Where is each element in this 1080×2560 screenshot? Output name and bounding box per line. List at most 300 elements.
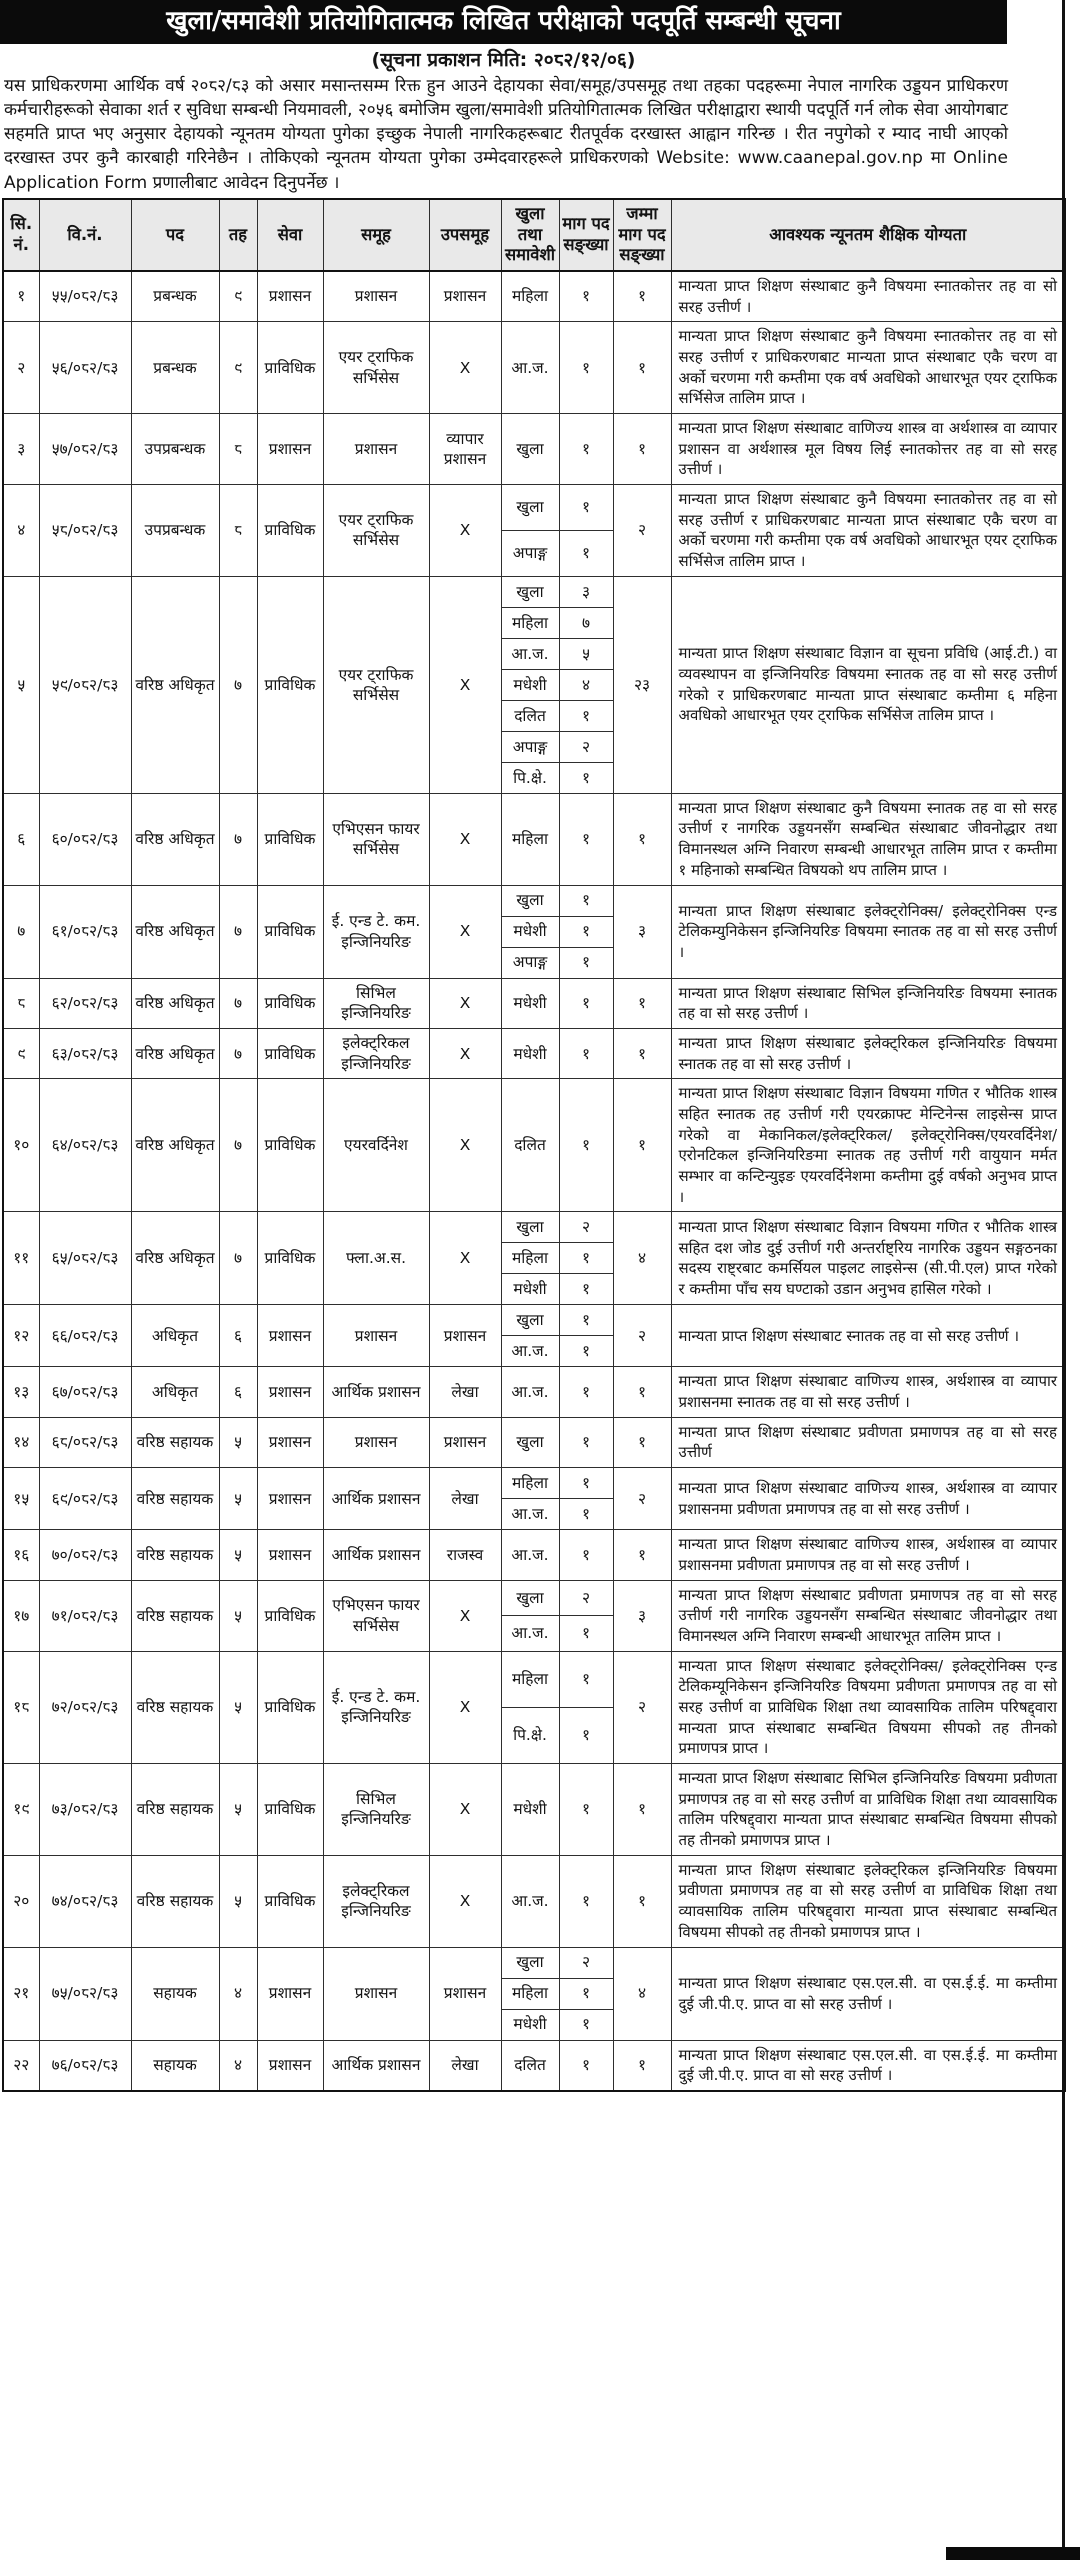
cell-level: ७: [219, 1079, 257, 1212]
cell-ad-no: ५७/०८२/८३: [39, 413, 131, 484]
cell-quota-category: महिला: [501, 1468, 559, 1499]
cell-post: वरिष्ठ अधिकृत: [131, 1212, 219, 1305]
cell-level: ८: [219, 413, 257, 484]
cell-group: सिभिल इन्जिनियरिङ: [323, 1764, 429, 1856]
cell-post: सहायक: [131, 2040, 219, 2091]
cell-quota-category: खुला: [501, 1580, 559, 1616]
table-row: [3, 978, 1065, 1028]
table-row: [3, 1580, 1065, 1616]
cell-service: प्राविधिक: [257, 1764, 323, 1856]
cell-post: प्रबन्धक: [131, 322, 219, 414]
cell-qualification: मान्यता प्राप्त शिक्षण संस्थाबाट इलेक्ट्रिकल इन्जिनियरिङ विषयमा प्रवीणता प्रमाणपत्र तह वा सो सरह उत्तीर्ण वा प्राविधिक शिक्षा तथा व्यावसायिक तालिम परिषद्द्वारा मान्यता प्राप्त संस्थाबाट सम्बन्धित विषयमा सीपको तह तीनको प्रमाणपत्र प्राप्त ।: [671, 1855, 1065, 1947]
cell-group: फ्ला.अ.स.: [323, 1212, 429, 1305]
header-count: माग पद सङ्ख्या: [559, 199, 613, 271]
cell-quota-category: दलित: [501, 2040, 559, 2091]
cell-sn: ११: [3, 1212, 39, 1305]
cell-ad-no: ६२/०८२/८३: [39, 978, 131, 1028]
cell-qualification: मान्यता प्राप्त शिक्षण संस्थाबाट वाणिज्य शास्त्र, अर्थशास्त्र वा व्यापार प्रशासनमा प्रवीणता प्रमाणपत्र तह वा सो सरह उत्तीर्ण ।: [671, 1468, 1065, 1530]
header-post: पद: [131, 199, 219, 271]
cell-level: ५: [219, 1580, 257, 1651]
cell-total: १: [613, 978, 671, 1028]
cell-ad-no: ५८/०८२/८३: [39, 485, 131, 577]
scan-artifact-bar: [946, 2547, 1080, 2560]
header-service: सेवा: [257, 199, 323, 271]
cell-group: इलेक्ट्रिकल इन्जिनियरिङ: [323, 1855, 429, 1947]
cell-quota-category: महिला: [501, 1651, 559, 1707]
cell-sn: २१: [3, 1947, 39, 2040]
cell-sn: २: [3, 322, 39, 414]
cell-post: वरिष्ठ अधिकृत: [131, 1028, 219, 1078]
cell-level: ६: [219, 1305, 257, 1367]
cell-level: ५: [219, 1417, 257, 1467]
cell-post: वरिष्ठ सहायक: [131, 1855, 219, 1947]
cell-group: एभिएसन फायर सर्भिसेस: [323, 793, 429, 885]
cell-qualification: मान्यता प्राप्त शिक्षण संस्थाबाट प्रवीणता प्रमाणपत्र तह वा सो सरह उत्तीर्ण गरी नागरिक उड्डयनसँग सम्बन्धित संस्थाबाट जीवनोद्धार तथा विमानस्थल अग्नि निवारण सम्बन्धी आधारभूत तालिम प्राप्त ।: [671, 1580, 1065, 1651]
cell-level: ९: [219, 322, 257, 414]
cell-quota-category: दलित: [501, 1079, 559, 1212]
cell-service: प्राविधिक: [257, 485, 323, 577]
cell-level: ७: [219, 1028, 257, 1078]
cell-quota-category: मधेशी: [501, 669, 559, 700]
cell-quota-count: १: [559, 885, 613, 916]
cell-quota-count: ४: [559, 669, 613, 700]
table-row: [3, 1367, 1065, 1417]
cell-quota-category: आ.ज.: [501, 1336, 559, 1367]
cell-service: प्राविधिक: [257, 1651, 323, 1763]
cell-subgroup: X: [429, 322, 501, 414]
cell-quota-category: मधेशी: [501, 916, 559, 947]
cell-quota-count: १: [559, 793, 613, 885]
cell-level: ७: [219, 885, 257, 978]
cell-sn: १४: [3, 1417, 39, 1467]
cell-quota-category: अपाङ्ग: [501, 731, 559, 762]
cell-group: आर्थिक प्रशासन: [323, 2040, 429, 2091]
cell-quota-count: १: [559, 1530, 613, 1580]
cell-service: प्राविधिक: [257, 576, 323, 793]
cell-post: उपप्रबन्धक: [131, 485, 219, 577]
vacancy-table-body: [3, 271, 1065, 2091]
cell-quota-category: मधेशी: [501, 978, 559, 1028]
cell-total: १: [613, 1764, 671, 1856]
cell-quota-count: २: [559, 1212, 613, 1243]
cell-quota-count: १: [559, 1367, 613, 1417]
cell-total: २: [613, 1651, 671, 1763]
cell-level: ४: [219, 2040, 257, 2091]
intro-paragraph: यस प्राधिकरणमा आर्थिक वर्ष २०८२/८३ को असार मसान्तसम्म रिक्त हुन आउने देहायका सेवा/समूह/उपसमूह तथा तहका पदहरूमा नेपाल नागरिक उड्डयन प्राधिकरण कर्मचारीहरूको सेवाका शर्त र सुविधा सम्बन्धी नियमावली, २०५६ बमोजिम खुला/समावेशी प्रतियोगितात्मक लिखित परीक्षाद्वारा स्थायी पदपूर्ति गर्न लोक सेवा आयोगबाट सहमति प्राप्त भए अनुसार देहायको न्यूनतम योग्यता पुगेका इच्छुक नेपाली नागरिकहरूबाट रीतपूर्वक दरखास्त आह्वान गरिन्छ । रीत नपुगेको र म्याद नाघी आएको दरखास्त उपर कुनै कारबाही गरिनेछैन । तोकिएको न्यूनतम योग्यता पुगेका उम्मेदवारहरूले प्राधिकरणको Website: www.caanepal.gov.np मा Online Application Form प्रणालीबाट आवेदन दिनुपर्नेछ ।: [4, 75, 1008, 193]
cell-quota-count: २: [559, 731, 613, 762]
cell-quota-category: आ.ज.: [501, 638, 559, 669]
cell-total: ४: [613, 1947, 671, 2040]
cell-quota-category: आ.ज.: [501, 322, 559, 414]
table-row: [3, 1305, 1065, 1336]
cell-level: ५: [219, 1468, 257, 1530]
cell-qualification: मान्यता प्राप्त शिक्षण संस्थाबाट इलेक्ट्रोनिक्स/ इलेक्ट्रोनिक्स एन्ड टेलिकम्यूनिकेसन इन्जिनियरिङ विषयमा प्रवीणता प्रमाणपत्र तह वा सो सरह उत्तीर्ण वा प्राविधिक शिक्षा तथा व्यावसायिक तालिम परिषद्द्वारा मान्यता प्राप्त संस्थाबाट सम्बन्धित विषयमा सीपको तह तीनको प्रमाणपत्र प्राप्त ।: [671, 1651, 1065, 1763]
cell-ad-no: ७३/०८२/८३: [39, 1764, 131, 1856]
cell-service: प्राविधिक: [257, 978, 323, 1028]
cell-subgroup: X: [429, 885, 501, 978]
cell-quota-count: १: [559, 485, 613, 531]
cell-qualification: मान्यता प्राप्त शिक्षण संस्थाबाट एस.एल.सी. वा एस.ई.ई. मा कम्तीमा दुई जी.पी.ए. प्राप्त वा सो सरह उत्तीर्ण ।: [671, 2040, 1065, 2091]
table-row: [3, 1947, 1065, 1978]
cell-qualification: मान्यता प्राप्त शिक्षण संस्थाबाट एस.एल.सी. वा एस.ई.ई. मा कम्तीमा दुई जी.पी.ए. प्राप्त वा सो सरह उत्तीर्ण ।: [671, 1947, 1065, 2040]
cell-quota-count: १: [559, 1243, 613, 1274]
cell-group: इलेक्ट्रिकल इन्जिनियरिङ: [323, 1028, 429, 1078]
cell-level: ७: [219, 793, 257, 885]
cell-quota-category: महिला: [501, 1243, 559, 1274]
cell-sn: १५: [3, 1468, 39, 1530]
cell-qualification: मान्यता प्राप्त शिक्षण संस्थाबाट कुनै विषयमा स्नातकोत्तर तह वा सो सरह उत्तीर्ण ।: [671, 271, 1065, 322]
cell-ad-no: ५६/०८२/८३: [39, 322, 131, 414]
cell-quota-category: मधेशी: [501, 1764, 559, 1856]
cell-quota-count: १: [559, 2009, 613, 2040]
cell-post: वरिष्ठ अधिकृत: [131, 885, 219, 978]
table-row: [3, 322, 1065, 414]
cell-qualification: मान्यता प्राप्त शिक्षण संस्थाबाट वाणिज्य शास्त्र वा अर्थशास्त्र वा व्यापार प्रशासन वा अर्थशास्त्र मूल विषय लिई स्नातकोत्तर तह वा सो सरह उत्तीर्ण ।: [671, 413, 1065, 484]
cell-subgroup: X: [429, 1028, 501, 1078]
cell-qualification: मान्यता प्राप्त शिक्षण संस्थाबाट कुनै विषयमा स्नातक तह वा सो सरह उत्तीर्ण र नागरिक उड्डयनसँग सम्बन्धित संस्थाबाट जीवनोद्धार तथा विमानस्थल अग्नि निवारण सम्बन्धी आधारभूत तालिम प्राप्त र कम्तीमा १ महिनाको सम्बन्धित विषयको थप तालिम प्राप्त ।: [671, 793, 1065, 885]
cell-group: ई. एन्ड टे. कम. इन्जिनियरिङ: [323, 885, 429, 978]
cell-sn: १३: [3, 1367, 39, 1417]
cell-sn: २०: [3, 1855, 39, 1947]
cell-level: ८: [219, 485, 257, 577]
cell-quota-category: महिला: [501, 793, 559, 885]
cell-group: एयरवर्दिनेश: [323, 1079, 429, 1212]
cell-quota-count: १: [559, 1305, 613, 1336]
cell-level: ७: [219, 978, 257, 1028]
cell-quota-count: १: [559, 2040, 613, 2091]
cell-post: वरिष्ठ अधिकृत: [131, 576, 219, 793]
cell-quota-category: मधेशी: [501, 2009, 559, 2040]
cell-total: २: [613, 1468, 671, 1530]
table-row: [3, 1417, 1065, 1467]
cell-quota-category: खुला: [501, 885, 559, 916]
cell-post: वरिष्ठ अधिकृत: [131, 793, 219, 885]
cell-group: एभिएसन फायर सर्भिसेस: [323, 1580, 429, 1651]
cell-level: ५: [219, 1651, 257, 1763]
table-row: [3, 1468, 1065, 1499]
cell-ad-no: ६३/०८२/८३: [39, 1028, 131, 1078]
cell-subgroup: X: [429, 1764, 501, 1856]
cell-service: प्रशासन: [257, 1947, 323, 2040]
vacancy-table: [2, 198, 1066, 2092]
table-row: [3, 1530, 1065, 1580]
cell-service: प्राविधिक: [257, 1855, 323, 1947]
cell-quota-category: आ.ज.: [501, 1616, 559, 1652]
header-group: समूह: [323, 199, 429, 271]
cell-level: ४: [219, 1947, 257, 2040]
cell-service: प्राविधिक: [257, 793, 323, 885]
cell-group: एयर ट्राफिक सर्भिसेस: [323, 485, 429, 577]
header-inclusive: खुला तथा समावेशी: [501, 199, 559, 271]
cell-subgroup: X: [429, 1079, 501, 1212]
cell-quota-category: आ.ज.: [501, 1367, 559, 1417]
cell-group: ई. एन्ड टे. कम. इन्जिनियरिङ: [323, 1651, 429, 1763]
cell-subgroup: प्रशासन: [429, 1305, 501, 1367]
cell-service: प्रशासन: [257, 1530, 323, 1580]
cell-quota-category: खुला: [501, 1417, 559, 1467]
header-sn: सि.नं.: [3, 199, 39, 271]
cell-total: १: [613, 413, 671, 484]
cell-ad-no: ७६/०८२/८३: [39, 2040, 131, 2091]
cell-quota-category: खुला: [501, 576, 559, 607]
page-right-border: [1062, 0, 1065, 2560]
cell-total: २: [613, 485, 671, 577]
table-row: [3, 1028, 1065, 1078]
cell-ad-no: ६६/०८२/८३: [39, 1305, 131, 1367]
cell-quota-category: खुला: [501, 485, 559, 531]
cell-total: २: [613, 1305, 671, 1367]
cell-quota-count: १: [559, 1499, 613, 1530]
cell-total: १: [613, 2040, 671, 2091]
cell-quota-count: १: [559, 762, 613, 793]
cell-qualification: मान्यता प्राप्त शिक्षण संस्थाबाट विज्ञान विषयमा गणित र भौतिक शास्त्र सहित स्नातक तह उत्तीर्ण गरी एयरक्राफ्ट मेन्टिनेन्स लाइसेन्स प्राप्त गरेको वा मेकानिकल/इलेक्ट्रिकल/ इलेक्ट्रोनिक्स/एयरवर्दिनेश/एरोनटिकल इन्जिनियरिङमा स्नातक तह उत्तीर्ण गरी वायुयान मर्मत सम्भार वा कन्टिन्युइङ एयरवर्दिनेशमा कम्तीमा दुई वर्षको अनुभव प्राप्त ।: [671, 1079, 1065, 1212]
header-qualification: आवश्यक न्यूनतम शैक्षिक योग्यता: [671, 199, 1065, 271]
cell-post: सहायक: [131, 1947, 219, 2040]
header-level: तह: [219, 199, 257, 271]
cell-qualification: मान्यता प्राप्त शिक्षण संस्थाबाट विज्ञान विषयमा गणित र भौतिक शास्त्र सहित दश जोड दुई उत्तीर्ण गरी अन्तर्राष्ट्रिय नागरिक उड्डयन सङ्गठनका सदस्य राष्ट्रबाट कमर्सियल पाइलट लाइसेन्स (सी.पी.एल) प्राप्त गरेको र कम्तीमा पाँच सय घण्टाको उडान अनुभव हासिल गरेको ।: [671, 1212, 1065, 1305]
cell-sn: ६: [3, 793, 39, 885]
cell-qualification: मान्यता प्राप्त शिक्षण संस्थाबाट इलेक्ट्रोनिक्स/ इलेक्ट्रोनिक्स एन्ड टेलिकम्युनिकेसन इन्जिनियरिङ विषयमा स्नातक तह वा सो सरह उत्तीर्ण ।: [671, 885, 1065, 978]
cell-total: १: [613, 1417, 671, 1467]
table-row: [3, 1764, 1065, 1856]
cell-subgroup: X: [429, 1580, 501, 1651]
cell-ad-no: ७४/०८२/८३: [39, 1855, 131, 1947]
cell-sn: १७: [3, 1580, 39, 1651]
cell-group: प्रशासन: [323, 271, 429, 322]
cell-total: ३: [613, 885, 671, 978]
cell-group: एयर ट्राफिक सर्भिसेस: [323, 322, 429, 414]
cell-quota-count: ३: [559, 576, 613, 607]
cell-sn: १०: [3, 1079, 39, 1212]
cell-subgroup: प्रशासन: [429, 1947, 501, 2040]
cell-quota-category: अपाङ्ग: [501, 530, 559, 576]
table-row: [3, 1855, 1065, 1947]
header-total: जम्मा माग पद सङ्ख्या: [613, 199, 671, 271]
cell-sn: ९: [3, 1028, 39, 1078]
cell-post: वरिष्ठ अधिकृत: [131, 1079, 219, 1212]
table-row: [3, 1651, 1065, 1707]
cell-subgroup: X: [429, 978, 501, 1028]
cell-service: प्राविधिक: [257, 1580, 323, 1651]
cell-sn: १२: [3, 1305, 39, 1367]
table-row: [3, 576, 1065, 607]
cell-quota-count: १: [559, 1764, 613, 1856]
cell-service: प्रशासन: [257, 1305, 323, 1367]
cell-group: प्रशासन: [323, 413, 429, 484]
cell-service: प्राविधिक: [257, 1079, 323, 1212]
cell-level: ५: [219, 1855, 257, 1947]
cell-post: वरिष्ठ सहायक: [131, 1764, 219, 1856]
cell-total: १: [613, 1367, 671, 1417]
table-row: [3, 1212, 1065, 1243]
cell-service: प्रशासन: [257, 1417, 323, 1467]
cell-subgroup: X: [429, 485, 501, 577]
cell-ad-no: ७५/०८२/८३: [39, 1947, 131, 2040]
cell-post: वरिष्ठ अधिकृत: [131, 978, 219, 1028]
cell-qualification: मान्यता प्राप्त शिक्षण संस्थाबाट स्नातक तह वा सो सरह उत्तीर्ण ।: [671, 1305, 1065, 1367]
table-row: [3, 271, 1065, 322]
cell-subgroup: X: [429, 1855, 501, 1947]
cell-sn: ७: [3, 885, 39, 978]
notice-title: खुला/समावेशी प्रतियोगितात्मक लिखित परीक्षाको पदपूर्ति सम्बन्धी सूचना: [0, 0, 1007, 44]
cell-quota-category: खुला: [501, 413, 559, 484]
cell-sn: ५: [3, 576, 39, 793]
cell-quota-count: १: [559, 1417, 613, 1467]
cell-ad-no: ६४/०८२/८३: [39, 1079, 131, 1212]
cell-subgroup: व्यापार प्रशासन: [429, 413, 501, 484]
cell-group: आर्थिक प्रशासन: [323, 1367, 429, 1417]
table-row: [3, 885, 1065, 916]
cell-ad-no: ६०/०८२/८३: [39, 793, 131, 885]
cell-ad-no: ७०/०८२/८३: [39, 1530, 131, 1580]
cell-total: १: [613, 1530, 671, 1580]
table-row: [3, 1079, 1065, 1212]
cell-sn: ३: [3, 413, 39, 484]
cell-subgroup: लेखा: [429, 2040, 501, 2091]
cell-group: आर्थिक प्रशासन: [323, 1468, 429, 1530]
cell-quota-count: ५: [559, 638, 613, 669]
cell-quota-count: १: [559, 1336, 613, 1367]
cell-ad-no: ५९/०८२/८३: [39, 576, 131, 793]
cell-quota-category: खुला: [501, 1305, 559, 1336]
cell-qualification: मान्यता प्राप्त शिक्षण संस्थाबाट वाणिज्य शास्त्र, अर्थशास्त्र वा व्यापार प्रशासनमा प्रवीणता प्रमाणपत्र तह वा सो सरह उत्तीर्ण ।: [671, 1530, 1065, 1580]
cell-post: प्रबन्धक: [131, 271, 219, 322]
cell-total: १: [613, 793, 671, 885]
cell-sn: १: [3, 271, 39, 322]
cell-quota-count: ७: [559, 607, 613, 638]
cell-qualification: मान्यता प्राप्त शिक्षण संस्थाबाट प्रवीणता प्रमाणपत्र तह वा सो सरह उत्तीर्ण: [671, 1417, 1065, 1467]
cell-quota-count: १: [559, 1079, 613, 1212]
cell-subgroup: X: [429, 1651, 501, 1763]
cell-ad-no: ६९/०८२/८३: [39, 1468, 131, 1530]
cell-qualification: मान्यता प्राप्त शिक्षण संस्थाबाट विज्ञान वा सूचना प्रविधि (आई.टी.) वा व्यवस्थापन वा इन्जिनियरिङ विषयमा स्नातक तह वा सो सरह उत्तीर्ण गरेको र प्राधिकरणबाट मान्यता प्राप्त संस्थाबाट कम्तीमा ६ महिना अवधिको आधारभूत एयर ट्राफिक सर्भिसेज तालिम प्राप्त ।: [671, 576, 1065, 793]
cell-service: प्रशासन: [257, 2040, 323, 2091]
table-row: [3, 485, 1065, 531]
cell-post: अधिकृत: [131, 1367, 219, 1417]
cell-qualification: मान्यता प्राप्त शिक्षण संस्थाबाट सिभिल इन्जिनियरिङ विषयमा प्रवीणता प्रमाणपत्र तह वा सो सरह उत्तीर्ण वा प्राविधिक शिक्षा तथा व्यावसायिक तालिम परिषद्द्वारा मान्यता प्राप्त संस्थाबाट सम्बन्धित विषयमा सीपको तह तीनको प्रमाणपत्र प्राप्त ।: [671, 1764, 1065, 1856]
cell-ad-no: ७१/०८२/८३: [39, 1580, 131, 1651]
cell-service: प्राविधिक: [257, 1212, 323, 1305]
cell-level: ५: [219, 1764, 257, 1856]
cell-level: ९: [219, 271, 257, 322]
cell-quota-category: महिला: [501, 1978, 559, 2009]
cell-subgroup: X: [429, 793, 501, 885]
cell-sn: ४: [3, 485, 39, 577]
table-header-row: [3, 199, 1065, 271]
cell-quota-count: १: [559, 1468, 613, 1499]
cell-ad-no: ६७/०८२/८३: [39, 1367, 131, 1417]
cell-service: प्राविधिक: [257, 885, 323, 978]
cell-sn: १८: [3, 1651, 39, 1763]
cell-total: १: [613, 1028, 671, 1078]
table-row: [3, 2040, 1065, 2091]
cell-service: प्रशासन: [257, 1468, 323, 1530]
cell-level: ६: [219, 1367, 257, 1417]
cell-level: ७: [219, 1212, 257, 1305]
cell-service: प्रशासन: [257, 1367, 323, 1417]
cell-subgroup: प्रशासन: [429, 1417, 501, 1467]
cell-quota-category: आ.ज.: [501, 1855, 559, 1947]
cell-quota-category: पि.क्षे.: [501, 762, 559, 793]
cell-quota-count: २: [559, 1947, 613, 1978]
cell-subgroup: प्रशासन: [429, 271, 501, 322]
cell-group: आर्थिक प्रशासन: [323, 1530, 429, 1580]
cell-post: अधिकृत: [131, 1305, 219, 1367]
cell-qualification: मान्यता प्राप्त शिक्षण संस्थाबाट सिभिल इन्जिनियरिङ विषयमा स्नातक तह वा सो सरह उत्तीर्ण ।: [671, 978, 1065, 1028]
cell-ad-no: ५५/०८२/८३: [39, 271, 131, 322]
cell-qualification: मान्यता प्राप्त शिक्षण संस्थाबाट कुनै विषयमा स्नातकोत्तर तह वा सो सरह उत्तीर्ण र प्राधिकरणबाट मान्यता प्राप्त संस्थाबाट एकै चरण वा अर्को चरणमा गरी कम्तीमा एक वर्ष अवधिको आधारभूत एयर ट्राफिक सर्भिसेज तालिम प्राप्त ।: [671, 485, 1065, 577]
cell-sn: १६: [3, 1530, 39, 1580]
header-subgroup: उपसमूह: [429, 199, 501, 271]
cell-quota-count: १: [559, 1651, 613, 1707]
cell-quota-count: १: [559, 947, 613, 978]
cell-quota-count: १: [559, 916, 613, 947]
cell-post: वरिष्ठ सहायक: [131, 1651, 219, 1763]
cell-total: ३: [613, 1580, 671, 1651]
cell-total: ४: [613, 1212, 671, 1305]
table-row: [3, 413, 1065, 484]
cell-quota-category: आ.ज.: [501, 1530, 559, 1580]
publish-date: (सूचना प्रकाशन मिति: २०८२/१२/०६): [371, 48, 636, 71]
header-ad-no: वि.नं.: [39, 199, 131, 271]
cell-quota-count: १: [559, 1274, 613, 1305]
cell-quota-category: महिला: [501, 607, 559, 638]
cell-subgroup: लेखा: [429, 1468, 501, 1530]
cell-total: १: [613, 1855, 671, 1947]
cell-quota-count: १: [559, 1616, 613, 1652]
cell-subgroup: X: [429, 1212, 501, 1305]
cell-level: ५: [219, 1530, 257, 1580]
cell-post: वरिष्ठ सहायक: [131, 1468, 219, 1530]
cell-total: १: [613, 1079, 671, 1212]
cell-quota-count: १: [559, 1978, 613, 2009]
cell-subgroup: राजस्व: [429, 1530, 501, 1580]
cell-level: ७: [219, 576, 257, 793]
cell-subgroup: X: [429, 576, 501, 793]
cell-quota-count: १: [559, 413, 613, 484]
cell-service: प्राविधिक: [257, 322, 323, 414]
cell-quota-count: १: [559, 978, 613, 1028]
cell-quota-category: दलित: [501, 700, 559, 731]
cell-quota-category: पि.क्षे.: [501, 1707, 559, 1763]
cell-sn: ८: [3, 978, 39, 1028]
cell-sn: १९: [3, 1764, 39, 1856]
cell-post: वरिष्ठ सहायक: [131, 1530, 219, 1580]
cell-quota-category: अपाङ्ग: [501, 947, 559, 978]
cell-service: प्राविधिक: [257, 1028, 323, 1078]
table-row: [3, 793, 1065, 885]
cell-quota-count: २: [559, 1580, 613, 1616]
cell-qualification: मान्यता प्राप्त शिक्षण संस्थाबाट इलेक्ट्रिकल इन्जिनियरिङ विषयमा स्नातक तह वा सो सरह उत्तीर्ण ।: [671, 1028, 1065, 1078]
cell-qualification: मान्यता प्राप्त शिक्षण संस्थाबाट वाणिज्य शास्त्र, अर्थशास्त्र वा व्यापार प्रशासनमा स्नातक तह वा सो सरह उत्तीर्ण ।: [671, 1367, 1065, 1417]
cell-group: प्रशासन: [323, 1417, 429, 1467]
cell-ad-no: ७२/०८२/८३: [39, 1651, 131, 1763]
cell-quota-category: मधेशी: [501, 1274, 559, 1305]
cell-post: उपप्रबन्धक: [131, 413, 219, 484]
cell-subgroup: लेखा: [429, 1367, 501, 1417]
cell-quota-count: १: [559, 1707, 613, 1763]
cell-service: प्रशासन: [257, 413, 323, 484]
cell-qualification: मान्यता प्राप्त शिक्षण संस्थाबाट कुनै विषयमा स्नातकोत्तर तह वा सो सरह उत्तीर्ण र प्राधिकरणबाट मान्यता प्राप्त संस्थाबाट एकै चरण वा अर्को चरणमा गरी कम्तीमा एक वर्ष अवधिको आधारभूत एयर ट्राफिक सर्भिसेज तालिम प्राप्त ।: [671, 322, 1065, 414]
cell-quota-count: १: [559, 271, 613, 322]
cell-quota-count: १: [559, 1855, 613, 1947]
cell-total: १: [613, 271, 671, 322]
cell-ad-no: ६५/०८२/८३: [39, 1212, 131, 1305]
cell-quota-category: आ.ज.: [501, 1499, 559, 1530]
cell-quota-category: मधेशी: [501, 1028, 559, 1078]
cell-quota-count: १: [559, 700, 613, 731]
cell-group: प्रशासन: [323, 1305, 429, 1367]
